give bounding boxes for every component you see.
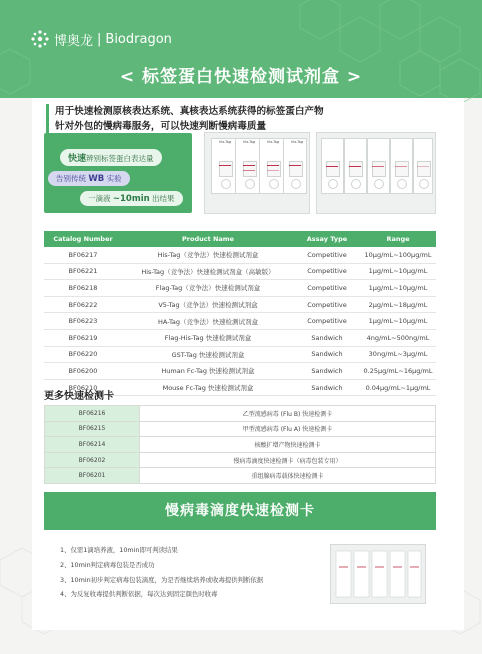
more-cards-table bbox=[44, 405, 436, 484]
table-row bbox=[45, 452, 436, 468]
cell-catalog: BF06200 bbox=[44, 363, 122, 380]
test-strip-photo-right bbox=[316, 132, 436, 214]
table-row bbox=[45, 421, 436, 437]
table-row bbox=[44, 313, 436, 330]
test-strip bbox=[367, 138, 390, 194]
cell-range: 1μg/mL~10μg/mL bbox=[360, 263, 436, 280]
product-table bbox=[44, 231, 436, 396]
strip-label: His-Tag bbox=[266, 140, 280, 144]
banner-pill-fast bbox=[60, 149, 162, 166]
banner-pill-fast-text: 辨别标签蛋白表达量 bbox=[86, 154, 154, 163]
cell-assay: Sandwich bbox=[294, 363, 360, 380]
col-header-assay: Assay Type bbox=[294, 231, 360, 247]
cell-assay: Competitive bbox=[294, 280, 360, 297]
banner-pill-wb-bold: WB bbox=[88, 174, 105, 184]
table-header-row bbox=[44, 231, 436, 247]
test-strip bbox=[321, 138, 344, 194]
banner-pill-time-bold: ~10min bbox=[112, 194, 150, 204]
cell-assay: Sandwich bbox=[294, 329, 360, 346]
cell-assay: Competitive bbox=[294, 247, 360, 263]
cell-catalog: BF06219 bbox=[44, 329, 122, 346]
page-title: < 标签蛋白快速检测试剂盒 > bbox=[119, 67, 363, 87]
col-header-catalog: Catalog Number bbox=[44, 231, 122, 247]
table-row bbox=[45, 437, 436, 453]
cell-product: HA-Tag（竞争法）快速检测试剂盒 bbox=[122, 313, 294, 330]
more-cards-title: 更多快速检测卡 bbox=[44, 391, 114, 402]
cell-range: 0.25μg/mL~16μg/mL bbox=[360, 363, 436, 380]
table-row bbox=[44, 346, 436, 363]
cell-assay: Sandwich bbox=[294, 379, 360, 396]
test-strip bbox=[344, 138, 367, 194]
lentivirus-strip-photo bbox=[330, 544, 426, 604]
list-item: 4、为反复收毒提供判断依据，每次达到固定颜色时收毒 bbox=[60, 590, 218, 599]
table-row bbox=[44, 363, 436, 380]
cell-catalog: BF06217 bbox=[44, 247, 122, 263]
brand-name-cn: 博奥龙 bbox=[54, 33, 94, 49]
cell-catalog: BF06218 bbox=[44, 280, 122, 297]
table-row bbox=[44, 329, 436, 346]
strip-label: His-Tag bbox=[218, 140, 232, 144]
banner-pill-wb bbox=[48, 171, 130, 186]
cell-product: 慢病毒滴度快速检测卡（病毒包装专用） bbox=[140, 452, 436, 468]
cell-product: V5-Tag（竞争法）快速检测试剂盒 bbox=[122, 296, 294, 313]
cell-assay: Sandwich bbox=[294, 346, 360, 363]
cell-range: 2μg/mL~18μg/mL bbox=[360, 296, 436, 313]
table-row bbox=[44, 296, 436, 313]
intro-line-1: 用于快速检测原核表达系统、真核表达系统获得的标签蛋白产物 bbox=[55, 106, 324, 117]
test-strip bbox=[413, 138, 433, 194]
cell-catalog: BF06201 bbox=[45, 468, 140, 484]
cell-product: 甲型流感病毒 (Flu A) 快速检测卡 bbox=[140, 421, 436, 437]
intro-text bbox=[46, 104, 455, 134]
col-header-range: Range bbox=[360, 231, 436, 247]
banner-pill-wb-end: 实验 bbox=[104, 174, 122, 183]
biodragon-logo-icon bbox=[30, 29, 50, 49]
cell-range: 0.04μg/mL~1μg/mL bbox=[360, 379, 436, 396]
cell-assay: Competitive bbox=[294, 263, 360, 280]
cell-product: 核酸扩增产物快速检测卡 bbox=[140, 437, 436, 453]
banner-pill-time-end: 出结果 bbox=[149, 194, 175, 203]
cell-product: Mouse Fc-Tag 快速检测试剂盒 bbox=[122, 379, 294, 396]
banner-pill-time-text: 一滴液 bbox=[88, 194, 113, 203]
feature-list bbox=[60, 543, 263, 602]
brand-separator: | bbox=[97, 31, 102, 47]
cell-assay: Competitive bbox=[294, 296, 360, 313]
feature-banner bbox=[44, 133, 192, 213]
table-row bbox=[45, 406, 436, 422]
test-strip bbox=[283, 138, 307, 194]
brand-logo bbox=[30, 29, 172, 49]
cell-catalog: BF06214 bbox=[45, 437, 140, 453]
cell-catalog: BF06215 bbox=[45, 421, 140, 437]
cell-catalog: BF06220 bbox=[44, 346, 122, 363]
cell-product: GST-Tag 快速检测试剂盒 bbox=[122, 346, 294, 363]
list-item: 3、10min初步判定病毒包装滴度，为是否继续培养或收毒提供判断依据 bbox=[60, 575, 264, 584]
cell-product: His-Tag（竞争法）快速检测试剂盒（高敏版） bbox=[122, 263, 294, 280]
strip-label: His-Tag bbox=[290, 140, 304, 144]
table-row bbox=[44, 247, 436, 263]
list-item: 1、仅需1滴培养液，10min即可判读结果 bbox=[60, 546, 178, 554]
cell-catalog: BF06222 bbox=[44, 296, 122, 313]
strip-label: His-Tag bbox=[242, 140, 256, 144]
cell-catalog: BF06221 bbox=[44, 263, 122, 280]
cell-product: Flag-Tag（竞争法）快速检测试剂盒 bbox=[122, 280, 294, 297]
cell-catalog: BF06210 bbox=[44, 379, 122, 396]
cell-catalog: BF06223 bbox=[44, 313, 122, 330]
table-row bbox=[44, 280, 436, 297]
test-strip-photo-left bbox=[204, 132, 310, 214]
col-header-product: Product Name bbox=[122, 231, 294, 247]
lentivirus-strips-illustration bbox=[331, 545, 425, 603]
intro-line-2: 针对外包的慢病毒服务，可以快速判断慢病毒质量 bbox=[55, 121, 267, 132]
banner-pill-fast-bold: 快速 bbox=[68, 154, 87, 164]
cell-product: Flag-His-Tag 快速检测试剂盒 bbox=[122, 329, 294, 346]
cell-range: 30ng/mL~3μg/mL bbox=[360, 346, 436, 363]
cell-product: 乙型流感病毒 (Flu B) 快速检测卡 bbox=[140, 406, 436, 422]
test-strip bbox=[390, 138, 413, 194]
cell-catalog: BF06216 bbox=[45, 406, 140, 422]
list-item: 2、10min判定病毒包装是否成功 bbox=[60, 560, 155, 569]
cell-range: 1μg/mL~10μg/mL bbox=[360, 280, 436, 297]
cell-range: 1μg/mL~10μg/mL bbox=[360, 313, 436, 330]
cell-assay: Competitive bbox=[294, 313, 360, 330]
table-row bbox=[44, 263, 436, 280]
banner-pill-time bbox=[80, 191, 183, 206]
brand-name-en: Biodragon bbox=[105, 31, 172, 47]
cell-product: His-Tag（竞争法）快速检测试剂盒 bbox=[122, 247, 294, 263]
banner-pill-wb-text: 告别传统 bbox=[56, 174, 89, 183]
lentivirus-section-title: 慢病毒滴度快速检测卡 bbox=[44, 492, 436, 530]
cell-range: 4ng/mL~500ng/mL bbox=[360, 329, 436, 346]
cell-product: 重组腺病毒载体快速检测卡 bbox=[140, 468, 436, 484]
cell-product: Human Fc-Tag 快速检测试剂盒 bbox=[122, 363, 294, 380]
cell-range: 10μg/mL~100μg/mL bbox=[360, 247, 436, 263]
cell-catalog: BF06202 bbox=[45, 452, 140, 468]
table-row bbox=[45, 468, 436, 484]
